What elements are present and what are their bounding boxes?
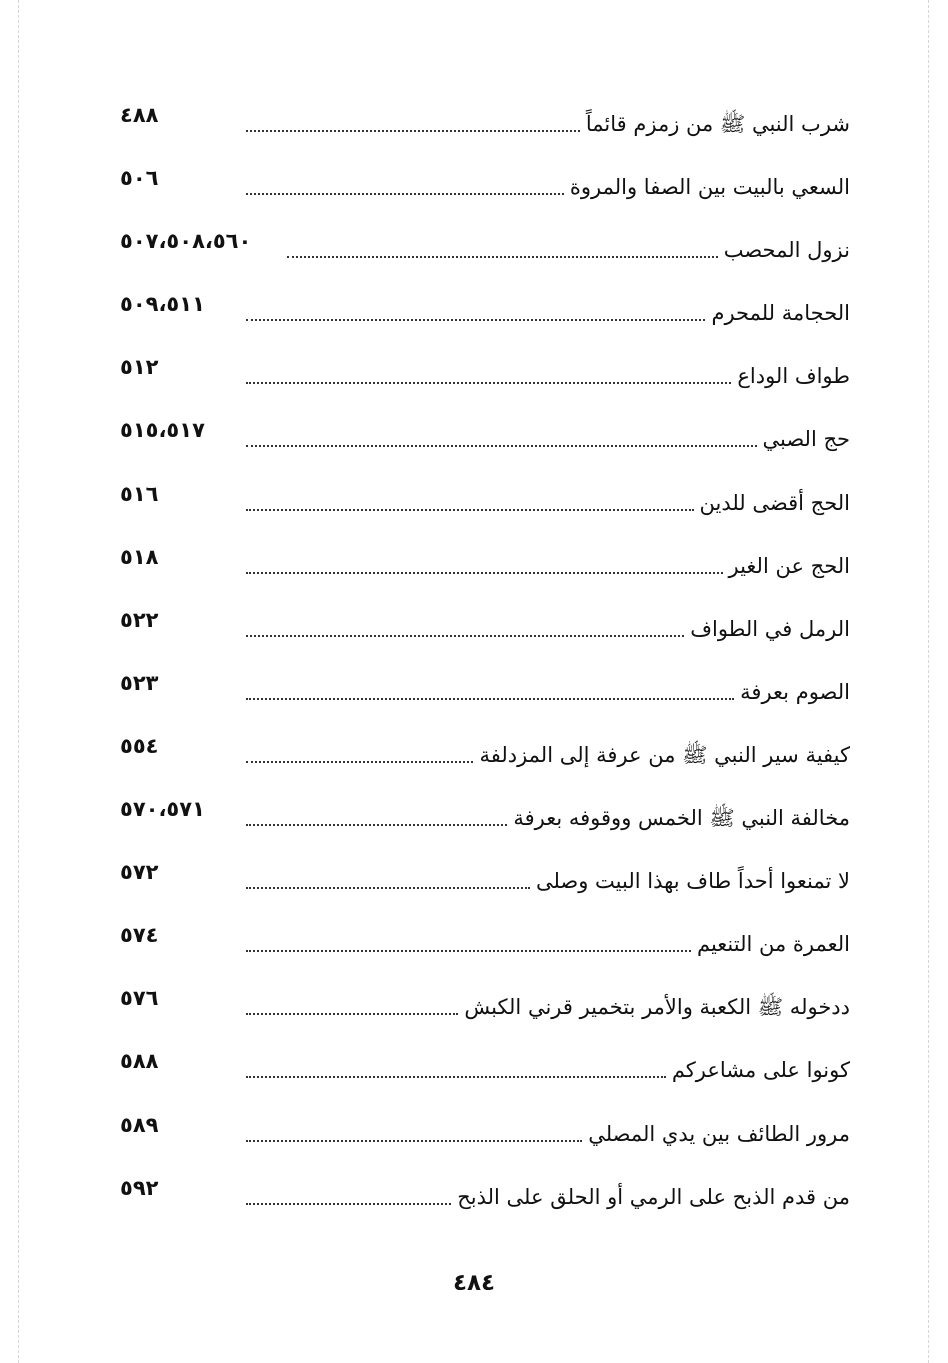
toc-entry-title: الصوم بعرفة xyxy=(740,679,850,704)
toc-leader-dots xyxy=(246,1110,582,1142)
toc-entry xyxy=(120,668,850,731)
toc-entry xyxy=(120,542,850,605)
toc-entry-page: ٥٥٤ xyxy=(120,733,159,758)
toc-entry-page: ٥٨٩ xyxy=(120,1112,159,1137)
toc-entry-page: ٥٠٩،٥١١ xyxy=(120,292,205,317)
toc-entry xyxy=(120,163,850,226)
toc-entry-title: الرمل في الطواف xyxy=(690,616,850,641)
toc-entry-title: لا تمنعوا أحداً طاف بهذا البيت وصلى xyxy=(535,869,850,894)
toc-entry-page: ٥١٨ xyxy=(120,544,159,569)
toc-entry-title: الحج أقضى للدين xyxy=(699,490,850,515)
toc-entry xyxy=(120,352,850,415)
toc-entry xyxy=(120,1173,850,1236)
toc-entry-page: ٥٧٢ xyxy=(120,860,159,885)
scan-guide-line-left xyxy=(18,0,19,1363)
toc-leader-dots xyxy=(246,857,530,889)
toc-entry-page: ٥٩٢ xyxy=(120,1175,159,1200)
toc-leader-dots xyxy=(246,479,694,511)
toc-entry xyxy=(120,1046,850,1109)
toc-leader-dots xyxy=(246,289,705,321)
toc-leader-dots xyxy=(246,605,684,637)
toc-leader-dots xyxy=(246,1046,666,1078)
toc-entry-title: كونوا على مشاعركم xyxy=(671,1058,850,1083)
toc-leader-dots xyxy=(246,415,757,447)
toc-entry-page: ٥١٥،٥١٧ xyxy=(120,418,205,443)
toc-entry xyxy=(120,605,850,668)
toc-leader-dots xyxy=(246,920,691,952)
toc-entry-page: ٥٧٠،٥٧١ xyxy=(120,797,205,822)
toc-leader-dots xyxy=(287,226,717,258)
toc-entry xyxy=(120,794,850,857)
toc-entry-page: ٥٨٨ xyxy=(120,1049,159,1074)
toc-entry xyxy=(120,226,850,289)
toc-entry-title: الحج عن الغير xyxy=(728,553,850,578)
toc-entry-title: ددخوله ﷺ الكعبة والأمر بتخمير قرني الكبش xyxy=(464,995,850,1020)
toc-entry xyxy=(120,920,850,983)
toc-entry xyxy=(120,100,850,163)
toc-entry-page: ٥٧٦ xyxy=(120,986,159,1011)
toc-leader-dots xyxy=(246,163,564,195)
scan-guide-line-right xyxy=(928,0,929,1363)
toc-entry-title: نزول المحصب xyxy=(723,238,850,263)
toc-entry-page: ٥٧٤ xyxy=(120,923,159,948)
toc-entry xyxy=(120,857,850,920)
table-of-contents xyxy=(120,100,850,1236)
toc-entry-title: شرب النبي ﷺ من زمزم قائماً xyxy=(585,112,850,136)
toc-leader-dots xyxy=(246,1173,451,1205)
toc-entry-page: ٥١٦ xyxy=(120,481,159,506)
toc-entry xyxy=(120,415,850,478)
toc-entry-title: مخالفة النبي ﷺ الخمس ووقوفه بعرفة xyxy=(513,806,850,831)
toc-leader-dots xyxy=(246,794,507,826)
toc-entry xyxy=(120,479,850,542)
toc-entry-page: ٥٠٦ xyxy=(120,166,159,191)
toc-entry-title: كيفية سير النبي ﷺ من عرفة إلى المزدلفة xyxy=(479,742,850,767)
toc-entry-title: مرور الطائف بين يدي المصلي xyxy=(588,1121,850,1146)
toc-entry-page: ٥٠٧،٥٠٨،٥٦٠ xyxy=(120,229,252,254)
toc-leader-dots xyxy=(246,983,458,1015)
toc-leader-dots xyxy=(246,668,734,700)
toc-leader-dots xyxy=(246,731,473,763)
toc-entry xyxy=(120,289,850,352)
toc-entry xyxy=(120,1110,850,1173)
toc-entry-title: طواف الوداع xyxy=(737,364,850,389)
toc-entry-title: العمرة من التنعيم xyxy=(696,932,850,957)
toc-entry-page: ٥٢٢ xyxy=(120,607,159,632)
toc-entry xyxy=(120,731,850,794)
toc-leader-dots xyxy=(246,542,723,574)
toc-entry-title: السعي بالبيت بين الصفا والمروة xyxy=(569,175,850,200)
toc-entry-title: حج الصبي xyxy=(762,427,850,452)
toc-entry-title: الحجامة للمحرم xyxy=(711,301,850,326)
page-number: ٤٨٤ xyxy=(452,1270,496,1296)
toc-entry-title: من قدم الذبح على الرمي أو الحلق على الذبح xyxy=(457,1184,850,1209)
toc-entry xyxy=(120,983,850,1046)
toc-entry-page: ٤٨٨ xyxy=(120,103,159,127)
toc-entry-page: ٥٢٣ xyxy=(120,670,159,695)
toc-leader-dots xyxy=(246,352,731,384)
toc-entry-page: ٥١٢ xyxy=(120,355,159,380)
toc-leader-dots xyxy=(246,100,580,132)
